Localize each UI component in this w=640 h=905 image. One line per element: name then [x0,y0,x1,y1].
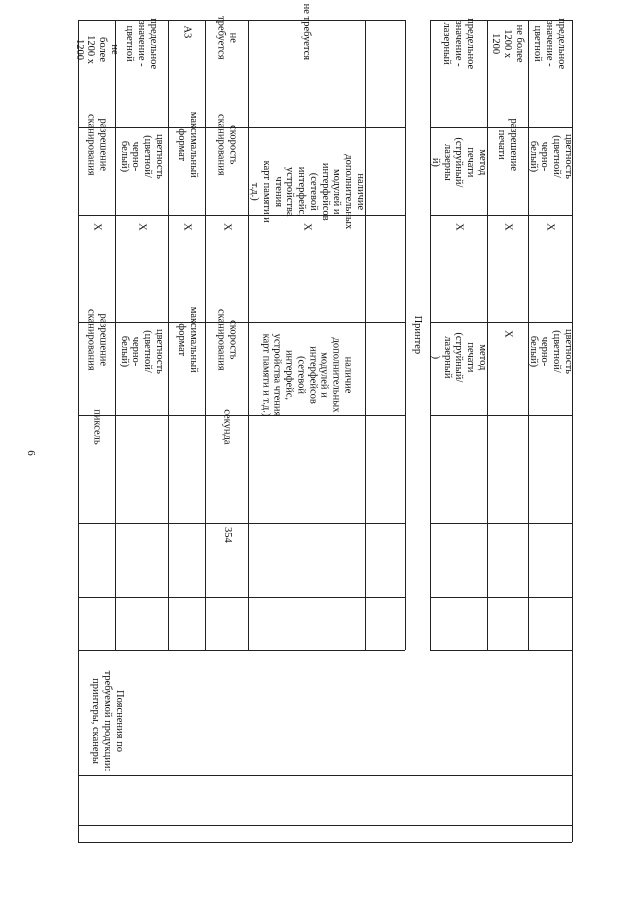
scanner-row3-x-text: Х [221,223,233,231]
scanner-row1-x [115,221,168,320]
grid-vline-scan-5 [365,20,366,650]
scanner-row0-x-text: Х [91,223,103,231]
scanner-row3-name [205,308,248,413]
printer-row0-name2 [430,133,487,213]
scanner-row0-unit [78,409,115,521]
printer-row1-name-text: Х [502,330,514,338]
scanner-row2-x [168,221,205,320]
printer-row1-name2 [487,118,528,213]
printer-row2-x [528,221,572,320]
grid-hline-print-5 [430,523,572,524]
grid-hline-print-6 [430,597,572,598]
grid-hline-scan-7 [78,650,405,651]
scanner-row0-value-text: не более 1200 х 1200 [73,35,120,64]
printer-row0-value [430,18,487,125]
page-number: 6 [24,450,37,456]
scanner-row2-value-text: А3 [181,25,193,39]
scanner-row1-value [115,18,168,125]
printer-row1-x [487,221,528,320]
scanner-row1-name2 [115,133,168,213]
grid-hline-mid2 [78,825,572,826]
scanner-row4-name-text: наличие дополнительных модулей и интерфейсов (сетевой интерфейс, устройства чтения карт памяти и т.д.) [260,333,354,417]
scanner-row4-x-text: Х [301,223,313,231]
scanner-row2-name2 [168,111,205,213]
scanner-row4-value-text: не требуется [301,3,313,61]
printer-row0-name2-text: метод печати (струйный/лазерны й) [429,137,488,188]
scanner-row2-name2-text: максимальный формат [175,111,199,178]
printer-row2-name-text: цветность (цветной/черно- белый) [527,329,574,374]
grid-hline-print-2 [430,215,572,216]
scanner-row3-unit-text: секунда [221,409,233,445]
scanner-row1-x-text: Х [136,223,148,231]
grid-hline-print-3 [430,322,572,323]
scanner-row0-name2 [78,113,115,213]
printer-row0-name-text: метод печати (струйный/лазерный ) [429,332,488,383]
scanner-row1-value-text: предельное значение - цветной [124,18,160,70]
printer-row0-name [430,328,487,413]
printer-row1-name [487,328,528,413]
scanner-row4-name [248,328,365,417]
scanner-row0-name2-text: разрешение сканирования [85,113,109,176]
scanner-row2-name [168,306,205,413]
scanner-row1-name2-text: цветность (цветной/черно- белый) [118,134,165,179]
scanner-row0-name [78,308,115,413]
scanner-row2-x-text: Х [181,223,193,231]
left-header: Пояснения по требуемой продукции: принтеры, сканеры [90,670,125,772]
scanner-row3-value-text: не требуется [215,15,239,60]
printer-row0-x-text: Х [453,223,465,231]
grid-hline-print-4 [430,415,572,416]
grid-hline-scan-3 [78,322,405,323]
scanner-row2-name-text: максимальный формат [175,306,199,373]
scanner-row4-name2-text: наличие дополнительных модулей и интерфейсов (сетевой интерфейс, устройства чтения карт памяти и т.д.) [248,154,366,230]
printer-row1-name2-text: разрешение печати [496,118,520,172]
scanner-row3-name2-text: скорость сканирования [215,113,239,176]
scanner-row3-value [205,15,248,125]
grid-hline-bottom [78,842,572,843]
scanner-row0-unit-text: пиксель [91,409,103,445]
printer-row2-name2-text: цветность (цветной/черно- белый) [527,134,574,179]
printer-row2-value-text: предельное значение - цветной [533,18,568,70]
scanner-row3-unit [205,409,248,521]
printer-row1-value-text: не более 1200 х 1200 [490,24,526,63]
grid-hline-scan-4 [78,415,405,416]
printer-row2-name [528,328,572,413]
scanner-row4-x [248,221,365,320]
printer-row2-x-text: Х [544,223,556,231]
grid-vline-left-outer [78,650,79,842]
printer-row2-value [528,18,572,125]
scanner-row1-name [115,328,168,413]
scanner-row3-code [205,529,248,595]
printer-row0-x [430,221,487,320]
scanner-row1-name-text: цветность (цветной/черно- белый) [118,329,165,374]
scanner-row0-name-text: разрешение сканирования [85,308,109,371]
printer-row1-x-text: Х [502,223,514,231]
section-printer [405,20,430,650]
scanner-row3-x [205,221,248,320]
scanner-row0-x [78,221,115,320]
grid-hline-mid1 [78,775,572,776]
section-printer-text: Принтер [412,315,424,355]
printer-row1-value [487,26,528,125]
grid-hline-scan-6 [78,597,405,598]
grid-hline-print-7 [430,650,572,651]
scanner-row2-value [168,26,205,125]
scanner-row3-name2 [205,113,248,213]
scanner-row3-code-text: 354 [221,527,233,543]
scanner-row4-value [248,3,365,125]
grid-hline-scan-1 [78,127,405,128]
printer-row2-name2 [528,133,572,213]
grid-vline-left-inner [572,650,573,842]
scanner-row3-name-text: скорость сканирования [215,308,239,371]
grid-hline-scan-5 [78,523,405,524]
printer-row0-value-text: предельное значение - лазерный [441,18,477,70]
scanner-row0-value [73,26,120,125]
scanner-row4-name2 [248,133,366,230]
